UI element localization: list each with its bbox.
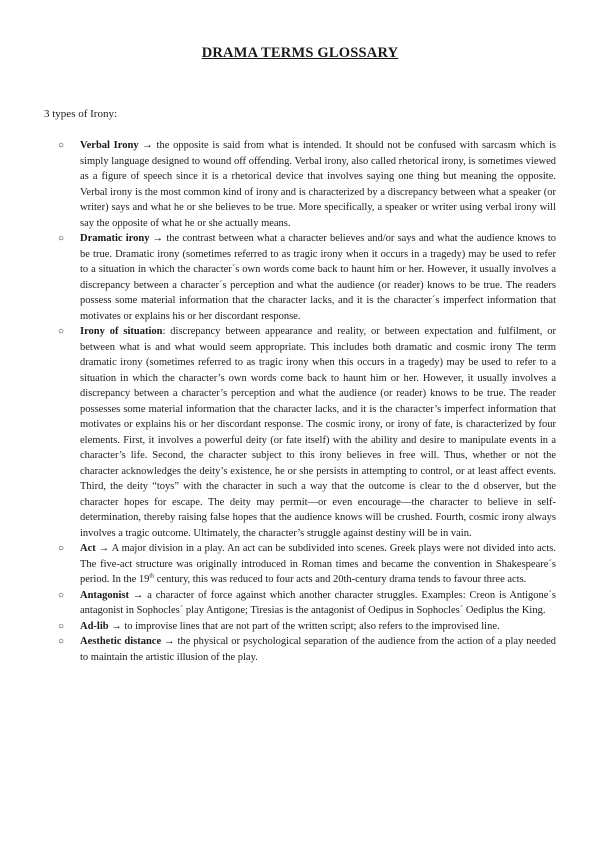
glossary-item-act [58, 541, 556, 588]
bullet-icon: ○ [58, 140, 65, 151]
definition: : discrepancy between appearance and reality, or between expectation and fulfilment, or between what is and what would seem appropriate. This includes both dramatic and cosmic irony The term dramatic irony (sometimes referred to as tragic irony when this occurs in a tragedy) may be used to refer to a situation in which the character’s own words come back to haunt him or her. However, it usually involves a discrepancy between a character’s perception and what the audience (or reader) knows to be true. The reader possesses some material information that the character lacks, and it is the character’s imperfect information that motivates or explains his or her discordant response. The cosmic irony, or irony of fate, is characterized by four elements. First, it involves a powerful deity (or fate itself) with the ability and desire to manipulate events in a character’s life. Second, the character subject to this irony believes in free will. Thus, whether or not the character acknowledges the deity’s existence, he or she persists in attempting to control, or at least affect events. Third, the deity “toys” with the character in such a way that the outcome is clear to the d observer, but the character hopes for escape. The deity may permit—or even encourage—the character to believe in self-determination, thereby raising false hopes that the audience knows will be crushed. Fourth, cosmic irony always involves a tragic outcome. Ultimately, the character’s struggle against destiny will be in vain. [80, 326, 556, 539]
bullet-icon: ○ [58, 543, 65, 554]
term: Irony of situation [80, 326, 163, 337]
bullet-icon: ○ [58, 620, 65, 632]
glossary-item-aesthetic-distance [58, 634, 556, 665]
bullet-icon: ○ [58, 636, 65, 647]
intro-text: 3 types of Irony: [44, 108, 118, 120]
term: Antagonist [80, 589, 130, 601]
glossary-item-ad-lib [58, 619, 556, 635]
glossary-item-dramatic-irony [58, 231, 556, 324]
definition: → the physical or psychological separation of the audience from the action of a play needed to maintain the artistic illusion of the play. [80, 636, 557, 663]
glossary-item-verbal-irony [58, 138, 556, 231]
definition: → a character of force against which another character struggles. Examples: Creon is Antigone´s antagonist in Sophocles´ play Antigone; Tiresias is the antagonist of Oedipus in Sophocles´ Oediplus the King. [80, 589, 556, 616]
term: Verbal Irony [80, 140, 139, 151]
term: Act [80, 543, 96, 554]
term: Aesthetic distance [80, 636, 162, 647]
bullet-icon: ○ [58, 589, 65, 601]
definition: → to improvise lines that are not part of the written script; also refers to the improvised line. [108, 620, 500, 632]
glossary-item-antagonist [58, 588, 556, 619]
bullet-icon: ○ [58, 326, 65, 337]
definition-continued: century, this was reduced to four acts and 20th-century drama tends to favour three acts. [154, 574, 527, 585]
term: Ad-lib [80, 620, 109, 632]
term: Dramatic irony [80, 233, 150, 244]
superscript: th [149, 573, 155, 580]
glossary-item-irony-of-situation [58, 324, 556, 541]
definition: → A major division in a play. An act can be subdivided into scenes. Greek plays were not divided into acts. The five-act structure was originally introduced in Roman times and became the convention in Shakespeare´s period. In the 19 [80, 543, 556, 585]
glossary-list [58, 138, 556, 665]
page-title: DRAMA TERMS GLOSSARY [201, 45, 399, 61]
bullet-icon: ○ [58, 233, 65, 244]
definition: → the contrast between what a character believes and/or says and what the audience knows to be true. Dramatic irony (sometimes referred to as tragic irony when it occurs in a tragedy) may be used to refer to a situation in which the character´s own words come back to haunt him or her. However, it usually involves a discrepancy between a character´s perception and what the audience (or reader) knows to be true. The readers possess some material information that the character lacks, and it is the character´s imperfect information that motivates or explains his or her discordant response. [80, 233, 557, 322]
definition: → the opposite is said from what is intended. It should not be confused with sarcasm which is simply language designed to wound off offending. Verbal irony, also called rhetorical irony, is sometimes viewed as a figure of speech since it is a rhetorical device that involves saying one thing but meaning the opposite. Verbal irony is the most common kind of irony and is characterized by a discrepancy between what a speaker (or writer) says and what he or she believes to be true. More specifically, a speaker or writer using verbal irony will say the opposite of what he or she actually means. [80, 140, 556, 229]
